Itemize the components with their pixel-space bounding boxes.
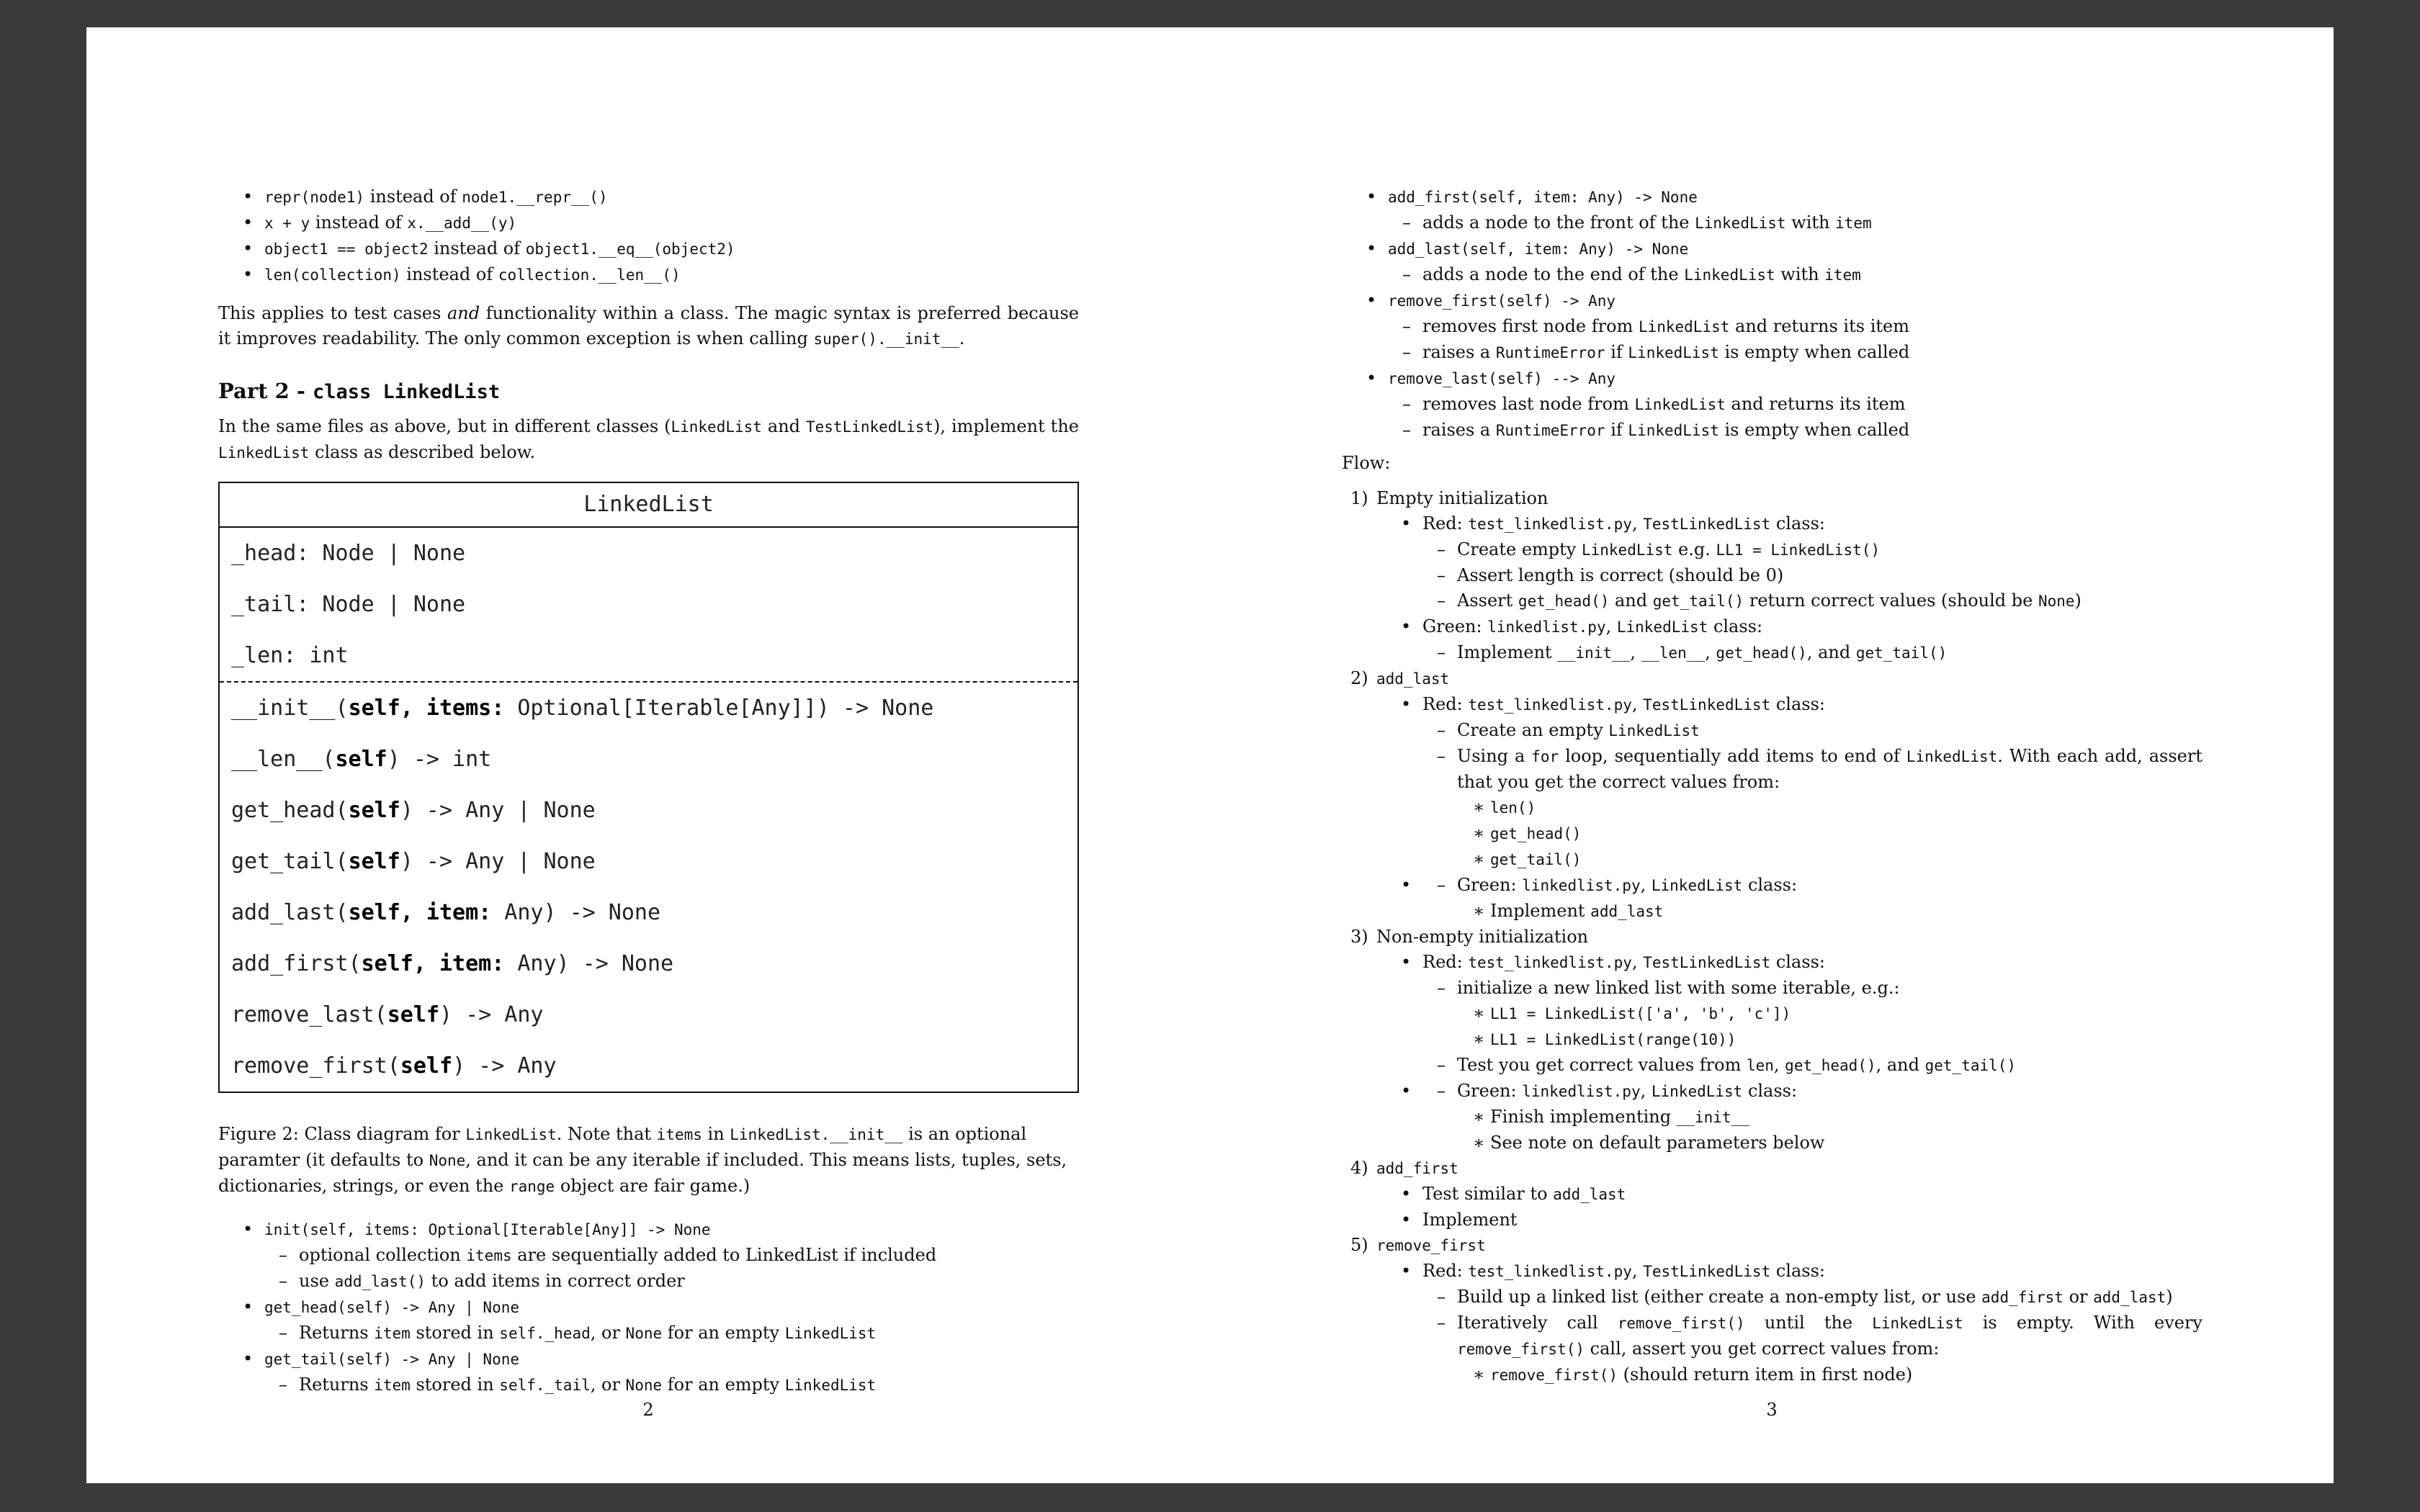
method-row: get_tail(self) -> Any | None [231, 849, 596, 874]
list-item: – use add_last() to add items in correct order [264, 1269, 1079, 1295]
page-right [1210, 27, 2334, 1483]
list-item: • remove_last(self) --> Any – removes last node from LinkedList and returns its item – raises a RuntimeError if LinkedList is empty when called [1342, 366, 2202, 444]
list-item: • repr(node1) instead of node1.__repr__() [218, 184, 1079, 210]
list-item: • x + y instead of x.__add__(y) [218, 210, 1079, 236]
list-item: – • Green: linkedlist.py, LinkedList class: ∗ Finish implementing __init__ ∗ See note on default parameters below [1422, 1079, 2202, 1156]
list-item: • Red: test_linkedlist.py, TestLinkedList class: – Create an empty LinkedList – Using a for loop, sequentially add items to end of LinkedList. With each add, assert that you get the correct values from: ∗ len() ∗ get_head() ∗ get_tail() [1376, 692, 2202, 873]
list-item: • Green: linkedlist.py, LinkedList class: – Implement __init__, __len__, get_head(), and get_tail() [1376, 614, 2202, 666]
list-item: – Assert get_head() and get_tail() return correct values (should be None) [1422, 588, 2202, 614]
list-item: – Build up a linked list (either create a non-empty list, or use add_first or add_last) [1422, 1284, 2202, 1310]
intro-paragraph: In the same files as above, but in different classes (LinkedList and TestLinkedList), implement the LinkedList class as described below. [218, 416, 1079, 462]
list-item: – Create an empty LinkedList [1422, 718, 2202, 744]
list-item: • add_first(self, item: Any) -> None – adds a node to the front of the LinkedList with item [1342, 184, 2202, 236]
list-item: – Create empty LinkedList e.g. LL1 = LinkedList() [1422, 537, 2202, 563]
method-notes-list [1342, 184, 2202, 444]
list-item: – Returns item stored in self._tail, or None for an empty LinkedList [264, 1372, 1079, 1398]
list-item: ∗ LL1 = LinkedList(['a', 'b', 'c']) [1457, 1001, 2202, 1027]
class-diagram-title: LinkedList [220, 483, 1077, 528]
list-item: • get_tail(self) -> Any | None – Returns item stored in self._tail, or None for an empty LinkedList [218, 1346, 1079, 1398]
class-diagram [218, 482, 1079, 1093]
applies-paragraph: This applies to test cases and functionality within a class. The magic syntax is preferred because it improves readability. The only common exception is when calling super().__init__. [218, 303, 1080, 348]
list-item [1376, 1079, 2202, 1156]
flow-step: 4) add_first • Test similar to add_last • Implement [1342, 1156, 2202, 1233]
list-item: ∗ len() [1457, 795, 2202, 821]
list-item: – Test you get correct values from len, get_head(), and get_tail() [1422, 1053, 2202, 1079]
list-item: – Iteratively call remove_first() until the LinkedList is empty. With every remove_first() call, assert you get correct values from: ∗ remove_first() (should return item in first node) [1422, 1310, 2202, 1388]
list-item: ∗ get_tail() [1457, 847, 2202, 873]
list-item: • get_head(self) -> Any | None – Returns item stored in self._head, or None for an empty LinkedList [218, 1295, 1079, 1346]
left-column [218, 184, 1079, 1398]
method-row: __len__(self) -> int [231, 747, 492, 772]
attribute-row: _tail: Node | None [231, 592, 466, 617]
class-diagram-attributes [220, 528, 1077, 683]
list-item: • Red: test_linkedlist.py, TestLinkedList class: – Build up a linked list (either create a non-empty list, or use add_first or add_last) – Iteratively call remove_first() until the LinkedList is empty. With every remove_first() call, assert you get correct values from: ∗ remove_first() (should return item in first node) [1376, 1259, 2202, 1388]
list-item: • Test similar to add_last [1376, 1182, 2202, 1207]
list-item: ∗ remove_first() (should return item in first node) [1457, 1362, 2202, 1388]
list-item: • object1 == object2 instead of object1.__eq__(object2) [218, 236, 1079, 262]
flow-label: Flow: [1342, 453, 1391, 473]
list-item: • add_last(self, item: Any) -> None – adds a node to the end of the LinkedList with item [1342, 236, 2202, 288]
list-item [1376, 873, 2202, 924]
list-item: – raises a RuntimeError if LinkedList is empty when called [1388, 418, 2202, 444]
list-item: ∗ See note on default parameters below [1457, 1130, 2202, 1156]
list-item: • remove_first(self) -> Any – removes first node from LinkedList and returns its item – raises a RuntimeError if LinkedList is empty when called [1342, 288, 2202, 366]
attribute-row: _head: Node | None [231, 541, 466, 566]
page-number: 3 [1766, 1400, 1778, 1420]
list-item: – Assert length is correct (should be 0) [1422, 563, 2202, 588]
flow-step: 3) Non-empty initialization • Red: test_linkedlist.py, TestLinkedList class: – initialize a new linked list with some iterable, e.g.: ∗ LL1 = LinkedList(['a', 'b', 'c']) ∗ LL1 = LinkedList(range(10)) – Test you get correct values from len, get_head(), and get_tail() – • Green: linkedlist.py, LinkedList class: ∗ Finish implementing __init__ ∗ See note on default parameters below [1342, 924, 2202, 1156]
list-item: • Red: test_linkedlist.py, TestLinkedList class: – Create empty LinkedList e.g. LL1 = LinkedList() – Assert length is correct (should be 0) – Assert get_head() and get_tail() return correct values (should be None) [1376, 511, 2202, 614]
method-row: get_head(self) -> Any | None [231, 798, 596, 823]
list-item: – • Green: linkedlist.py, LinkedList class: ∗ Implement add_last [1422, 873, 2202, 924]
method-notes-list [218, 1217, 1079, 1398]
flow-step: 2) add_last • Red: test_linkedlist.py, TestLinkedList class: – Create an empty LinkedList – Using a for loop, sequentially add items to end of LinkedList. With each add, assert that you get the correct values from: ∗ len() ∗ get_head() ∗ get_tail() – • Green: linkedlist.py, LinkedList class: ∗ Implement add_last [1342, 666, 2202, 924]
list-item: ∗ Finish implementing __init__ [1457, 1104, 2202, 1130]
method-row: remove_last(self) -> Any [231, 1002, 544, 1027]
list-item: ∗ LL1 = LinkedList(range(10)) [1457, 1027, 2202, 1053]
list-item: – adds a node to the front of the LinkedList with item [1388, 210, 2202, 236]
method-row: add_last(self, item: Any) -> None [231, 900, 661, 925]
page-left [86, 27, 1210, 1483]
attribute-row: _len: int [231, 643, 349, 668]
class-diagram-methods [220, 683, 1077, 1092]
list-item: – raises a RuntimeError if LinkedList is empty when called [1388, 340, 2202, 366]
figure-caption: Figure 2: Class diagram for LinkedList. Note that items in LinkedList.__init__ is an optional paramter (it defaults to None, and it can be any iterable if included. This means lists, tuples, sets, dictionaries, strings, or even the range object are fair game.) [218, 1124, 1067, 1196]
list-item: – Returns item stored in self._head, or None for an empty LinkedList [264, 1320, 1079, 1346]
flow-step: 5) remove_first • Red: test_linkedlist.py, TestLinkedList class: – Build up a linked list (either create a non-empty list, or use add_first or add_last) – Iteratively call remove_first() until the LinkedList is empty. With every remove_first() call, assert you get correct values from: ∗ remove_first() (should return item in first node) [1342, 1233, 2202, 1388]
list-item: • Red: test_linkedlist.py, TestLinkedList class: – initialize a new linked list with some iterable, e.g.: ∗ LL1 = LinkedList(['a', 'b', 'c']) ∗ LL1 = LinkedList(range(10)) – Test you get correct values from len, get_head(), and get_tail() [1376, 950, 2202, 1079]
list-item: – initialize a new linked list with some iterable, e.g.: ∗ LL1 = LinkedList(['a', 'b', 'c']) ∗ LL1 = LinkedList(range(10)) [1422, 976, 2202, 1053]
list-item: • len(collection) instead of collection.__len__() [218, 262, 1079, 288]
list-item: – optional collection items are sequentially added to LinkedList if included [264, 1243, 1079, 1269]
list-item: • init(self, items: Optional[Iterable[Any]] -> None – optional collection items are sequentially added to LinkedList if included – use add_last() to add items in correct order [218, 1217, 1079, 1295]
list-item: ∗ get_head() [1457, 821, 2202, 847]
list-item: – adds a node to the end of the LinkedList with item [1388, 262, 2202, 288]
right-column [1342, 184, 2202, 1388]
list-item: • Implement [1376, 1207, 2202, 1233]
list-item: ∗ Implement add_last [1457, 899, 2202, 924]
section-heading: Part 2 - class LinkedList [218, 379, 501, 403]
flow-list [1342, 486, 2202, 1388]
method-row: add_first(self, item: Any) -> None [231, 951, 674, 976]
list-item: – Using a for loop, sequentially add items to end of LinkedList. With each add, assert that you get the correct values from: ∗ len() ∗ get_head() ∗ get_tail() [1422, 744, 2202, 873]
magic-syntax-list [218, 184, 1079, 288]
list-item: – Implement __init__, __len__, get_head(), and get_tail() [1422, 640, 2202, 666]
method-row: remove_first(self) -> Any [231, 1053, 557, 1079]
page-number: 2 [642, 1400, 654, 1420]
flow-step: 1) Empty initialization • Red: test_linkedlist.py, TestLinkedList class: – Create empty LinkedList e.g. LL1 = LinkedList() – Assert length is correct (should be 0) – Assert get_head() and get_tail() return correct values (should be None) • Green: linkedlist.py, LinkedList class: – Implement __init__, __len__, get_head(), and get_tail() [1342, 486, 2202, 666]
list-item: – removes last node from LinkedList and returns its item [1388, 392, 2202, 418]
method-row: __init__(self, items: Optional[Iterable[Any]]) -> None [231, 696, 934, 721]
list-item: – removes first node from LinkedList and returns its item [1388, 314, 2202, 340]
